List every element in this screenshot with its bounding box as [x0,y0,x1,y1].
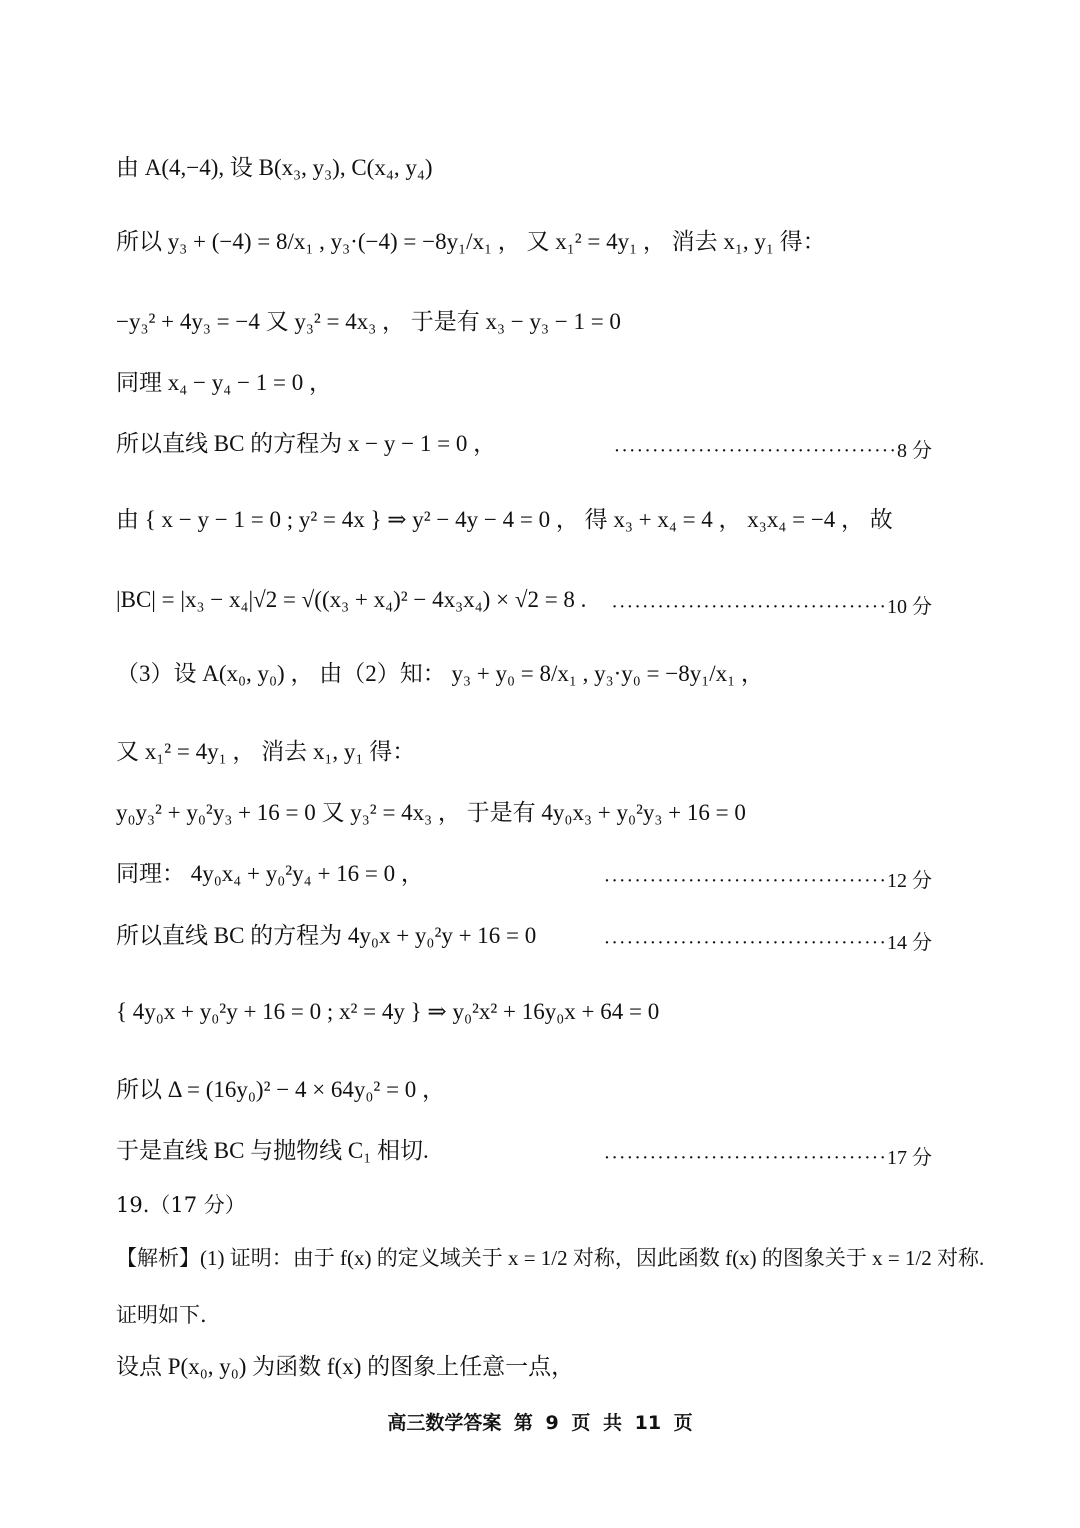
score-dots: ····································· [603,870,887,892]
score-dots: ···································· [611,596,887,618]
line-12: 所以直线 BC 的方程为 4y₀x + y₀²y + 16 = 0 [116,923,537,948]
score-label: 12 分 [887,870,932,892]
line-3: −y₃² + 4y₃ = −4 又 y₃² = 4x₃ ， 于是有 x₃ − y₃ − 1 = 0 [116,309,621,334]
score-17 [604,1141,932,1170]
score-label: 10 分 [887,596,932,618]
line-10: y₀y₃² + y₀²y₃ + 16 = 0 又 y₃² = 4x₃ ， 于是有 4y₀x₃ + y₀²y₃ + 16 = 0 [116,800,746,825]
score-12 [604,864,932,893]
score-14 [604,926,932,955]
line-17: 【解析】(1) 证明：由于 f(x) 的定义域关于 x = 1/2 对称，因此函数 f(x) 的图象关于 x = 1/2 对称. [116,1246,985,1270]
line-2: 所以 y₃ + (−4) = 8/x₁ , y₃·(−4) = −8y₁/x₁ ， 又 x₁² = 4y₁ ， 消去 x₁, y₁ 得： [116,229,826,254]
line-8: （3）设 A(x₀, y₀) ， 由（2）知： y₃ + y₀ = 8/x₁ , y₃·y₀ = −8y₁/x₁ ， [116,661,764,686]
line-15: 于是直线 BC 与抛物线 C₁ 相切. [116,1138,429,1163]
line-19: 设点 P(x₀, y₀) 为函数 f(x) 的图象上任意一点， [116,1354,575,1379]
score-dots: ····································· [603,932,887,954]
line-9: 又 x₁² = 4y₁ ， 消去 x₁, y₁ 得： [116,739,416,764]
line-5: 所以直线 BC 的方程为 x − y − 1 = 0 ， [116,431,497,456]
line-18: 证明如下. [116,1303,207,1327]
page-footer: 高三数学答案 第 9 页 共 11 页 [387,1412,693,1434]
line-7: |BC| = |x₃ − x₄|√2 = √((x₃ + x₄)² − 4x₃x₄) × √2 = 8 . [116,587,587,612]
line-6: 由 { x − y − 1 = 0 ; y² = 4x } ⇒ y² − 4y − 4 = 0 ， 得 x₃ + x₄ = 4 ， x₃x₄ = −4 ， 故 [116,507,893,532]
line-14: 所以 Δ = (16y₀)² − 4 × 64y₀² = 0 ， [116,1077,446,1102]
line-4: 同理 x₄ − y₄ − 1 = 0 ， [116,370,332,395]
score-label: 17 分 [887,1147,932,1169]
score-8 [614,434,932,463]
question-19-heading: 19.（17 分） [116,1193,246,1217]
score-dots: ····································· [613,440,897,462]
line-13: { 4y₀x + y₀²y + 16 = 0 ; x² = 4y } ⇒ y₀²x² + 16y₀x + 64 = 0 [116,999,660,1024]
line-1: 由 A(4,−4), 设 B(x₃, y₃), C(x₄, y₄) [116,155,433,180]
score-label: 8 分 [897,440,932,462]
score-10 [611,590,932,619]
score-label: 14 分 [887,932,932,954]
score-dots: ····································· [603,1147,887,1169]
line-11: 同理： 4y₀x₄ + y₀²y₄ + 16 = 0 ， [116,861,424,886]
